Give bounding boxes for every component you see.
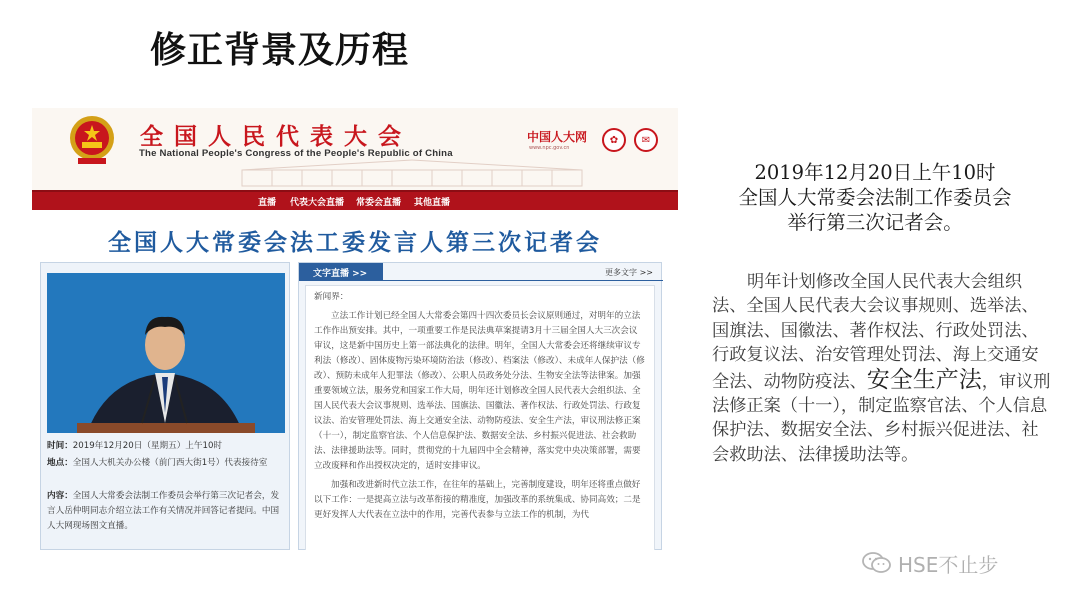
nav-item-live[interactable]: 直播 [258,198,277,208]
highlight-safety-production-law: 安全生产法 [866,366,982,393]
great-hall-illustration [232,158,592,188]
tab-live-text[interactable]: 文字直播 >> [299,263,383,281]
national-emblem-icon [68,114,116,166]
event-place [47,456,285,471]
watermark-text: HSE不止步 [898,552,999,577]
wechat-watermark [862,548,998,578]
nav-item-other-live[interactable]: 其他直播 [414,198,451,208]
event-place-label: 地点： [47,458,73,468]
slide-title: 修正背景及历程 [150,30,410,71]
npc-website-screenshot [32,108,678,550]
tab-underline [383,280,663,281]
event-content [47,489,285,534]
wechat-icon [862,551,892,575]
plan-text-part-1: 明年计划修改全国人民代表大会组织法、全国人民代表大会议事规则、选举法、国旗法、国徽法、著作权法、行政处罚法、行政复议法、治安管理处罚法、海上交通安全法、动物防疫法、 [712,272,1039,392]
live-text-content[interactable] [305,285,655,550]
mail-icon[interactable]: ✉ [634,128,658,152]
live-text-panel [298,262,662,550]
event-time-value: 2019年12月20日（星期五）上午10时 [72,441,223,451]
event-content-value: 全国人大常委会法制工作委员会举行第三次记者会，发言人岳仲明同志介绍立法工作有关情况并回答记者提问。中国人大网现场图文直播。 [47,491,280,531]
event-content-label: 内容： [47,491,73,501]
legislation-plan-text [712,270,1052,467]
nav-item-congress-live[interactable]: 代表大会直播 [290,198,345,208]
npc-net-url: www.npc.gov.cn [529,145,570,151]
caption-line-event: 举行第三次记者会。 [787,211,963,234]
weibo-icon[interactable]: ✿ [602,128,626,152]
more-text-link[interactable]: 更多文字 >> [605,268,653,277]
npc-net-logo[interactable]: 中国人大网 [527,130,588,144]
site-subtitle: The National People's Congress of the People's Republic of China [139,148,453,159]
site-name: 全国人民代表大会 [140,123,412,150]
spokesperson-photo [47,273,285,433]
plan-text-part-2: ，审议刑法修正案（十一），制定监察官法、个人信息保护法、数据安全法、乡村振兴促进法、社会救助法、法律援助法等。 [712,371,1051,465]
press-conference-headline: 全国人大常委会法工委发言人第三次记者会 [108,230,602,256]
site-nav-bar [32,190,678,210]
site-header [32,108,678,190]
live-text-paragraph: 立法工作计划已经全国人大常委会第四十四次委员长会议原则通过，对明年的立法工作作出预安排。其中，一项重要工作是民法典草案提请3月十三届全国人大三次会议审议，这是新中国历史上第一部法典化的法律。明年，全国人大常委会还将继续审议专利法（修改）、固体废物污染环境防治法（修改）、档案法（修改）、未成年人保护法（修改）、预防未成年人犯罪法（修改）、公职人员政务处分法、生物安全法等法律案。加强重要领域立法，服务党和国家工作大局，明年还计划修改全国人民代表大会组织法、全国人民代表大会议事规则、选举法、国旗法、国徽法、著作权法、行政处罚法、行政复议法、治安管理处罚法、海上交通安全法、动物防疫法、安全生产法，审议刑法修正案（十一），制定监察官法、个人信息保护法、数据安全法、乡村振兴促进法、社会救助法、法律援助法等。同时，贯彻党的十九届四中全会精神，落实党中央决策部署，需要立改废释和作出授权决定的，适时安排审议。 [314,311,645,471]
caption-line-organizer: 全国人大常委会法制工作委员会 [738,186,1012,209]
caption-line-date: 2019年12月20日上午10时 [754,161,996,184]
event-place-value: 全国人大机关办公楼（前门西大街1号）代表接待室 [72,458,268,468]
live-text-greeting: 新闻界： [314,292,349,302]
live-text-paragraph: 加强和改进新时代立法工作，在往年的基础上，完善制度建设，明年还将重点做好以下工作：一是提高立法与改革衔接的精准度，加强改革的系统集成、协同高效；二是更好发挥人大代表在立法中的作用，完善代表参与立法工作的机制，为代 [314,480,641,520]
event-time [47,439,285,454]
event-info-panel [40,262,290,550]
event-caption [700,160,1050,235]
event-time-label: 时间： [47,441,73,451]
nav-item-committee-live[interactable]: 常委会直播 [356,198,402,208]
